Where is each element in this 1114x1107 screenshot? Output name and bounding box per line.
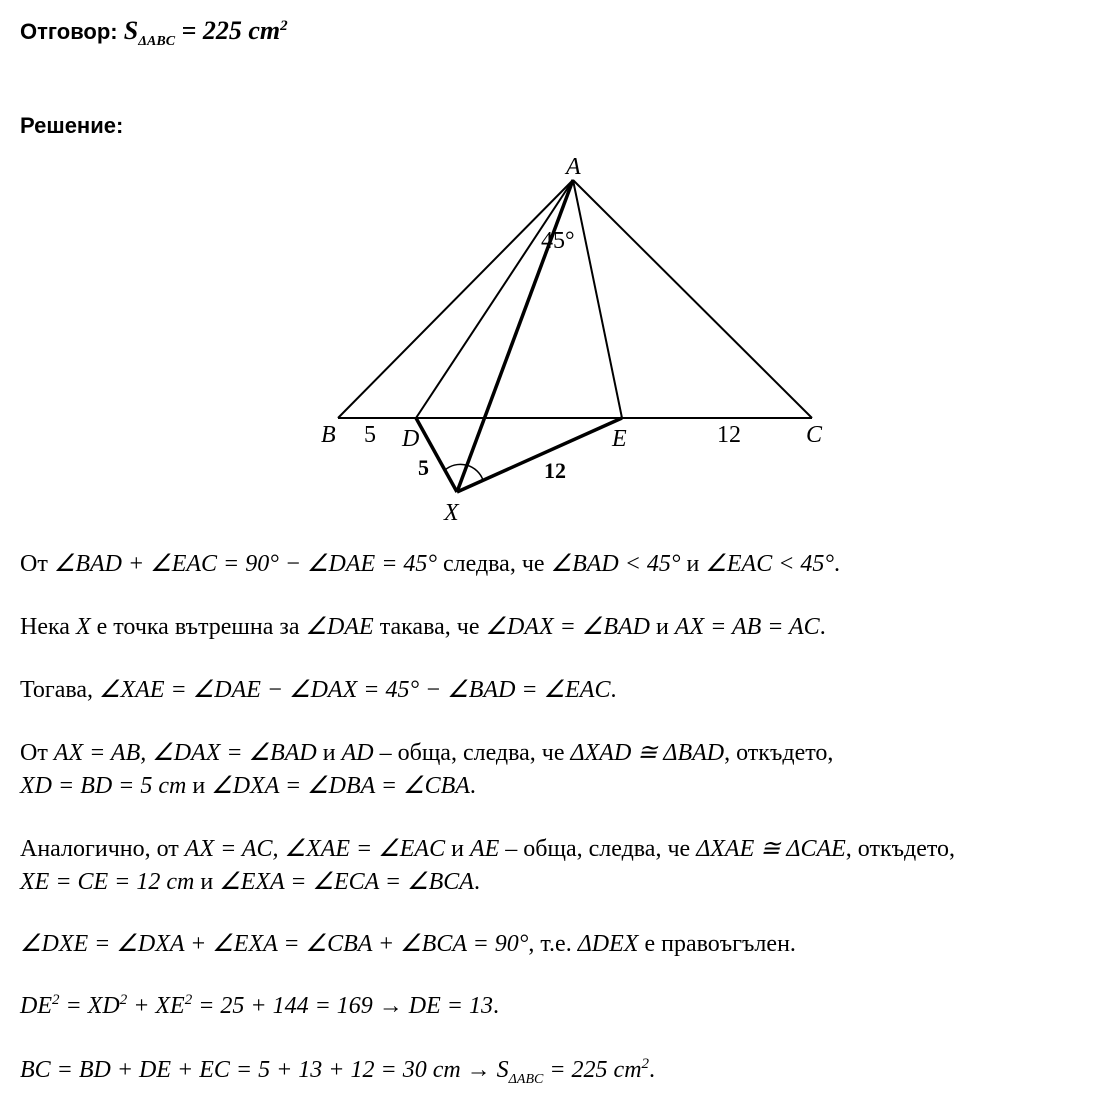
point-d-label: D [402,426,420,452]
angle-dae-label: 45° [541,228,575,254]
length-bd-label: 5 [364,422,376,448]
solution-line-7: XE = CE = 12 cm и ∠EXA = ∠ECA = ∠BCA. [20,869,480,895]
length-xe-label: 12 [544,458,566,483]
point-a-label: A [566,154,581,180]
solution-line-3: Тогава, ∠XAE = ∠DAE − ∠DAX = 45° − ∠BAD = ∠EAC. [20,677,617,703]
point-x-label: X [444,500,459,526]
solution-line-9: $DE^2 = XD^2 + XE^2 = 25 + 144 = 169$ → DE = 13. [20,992,499,1019]
segment-ae [573,180,622,418]
length-ec-label: 12 [717,422,741,448]
solution-label: Решение: [20,113,124,138]
point-b-label: B [321,422,336,448]
point-e-label: E [612,426,627,452]
solution-line-10: BC = BD + DE + EC = 5 + 13 + 12 = 30 cm → $S_{\Delta ABC} = 225$ $cm^2$. [20,1056,656,1087]
solution-line-4: От AX = AB, ∠DAX = ∠BAD и AD – обща, следва, че ΔXAD ≅ ΔBAD, откъдето, [20,740,834,766]
answer-label: Отговор: [20,19,118,44]
segment-ad [416,180,573,418]
answer-formula: $S_{\Delta ABC} = 225$ $cm^2$ [123,16,288,49]
segment-ax [457,180,573,492]
solution-line-1: От ∠BAD + ∠EAC = 90° − ∠DAE = 45° следва, че ∠BAD < 45° и ∠EAC < 45°. [20,551,841,577]
geometry-figure [0,0,1114,530]
solution-line-5: XD = BD = 5 cm и ∠DXA = ∠DBA = ∠CBA. [20,773,476,799]
length-xd-label: 5 [418,455,429,480]
solution-line-8: ∠DXE = ∠DXA + ∠EXA = ∠CBA + ∠BCA = 90°, т.е. ΔDEX е правоъгълен. [20,931,796,957]
solution-line-2: Нека X е точка вътрешна за ∠DAE такава, че ∠DAX = ∠BAD и AX = AB = AC. [20,614,826,640]
point-c-label: C [806,422,823,448]
segment-ab [338,180,573,418]
solution-line-6: Аналогично, от AX = AC, ∠XAE = ∠EAC и AE – обща, следва, че ΔXAE ≅ ΔCAE, откъдето, [20,836,956,862]
segment-ac [573,180,812,418]
